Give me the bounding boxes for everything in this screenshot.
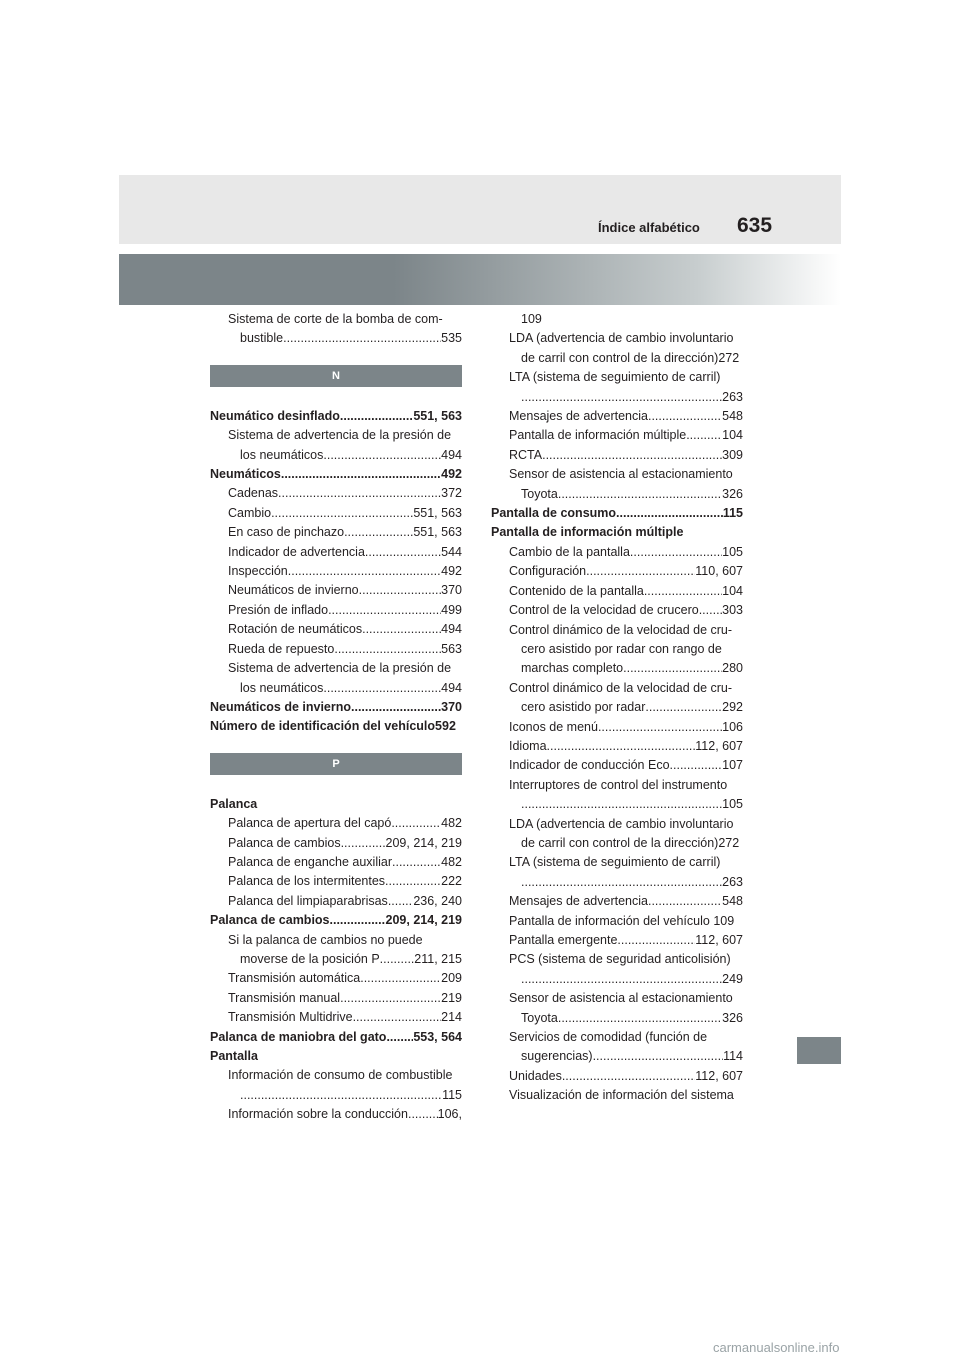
- index-sub-entry: [491, 892, 743, 911]
- entry-term: Idioma: [509, 738, 547, 753]
- index-sub-entry: [491, 776, 743, 795]
- index-sub-entry: [210, 1008, 462, 1027]
- entry-term: Unidades: [509, 1068, 562, 1083]
- entry-term: LTA (sistema de seguimiento de carril): [509, 370, 721, 385]
- index-sub-entry: [491, 737, 743, 756]
- page-number: 635: [737, 214, 773, 237]
- entry-term: Inspección: [228, 564, 288, 579]
- dot-leader: [598, 718, 722, 737]
- index-main-entry: [210, 911, 462, 930]
- page-reference: 492: [441, 564, 462, 579]
- index-entry-continuation: [491, 834, 743, 853]
- entry-term: Control de la velocidad de crucero: [509, 603, 699, 618]
- page-reference: 211, 215: [414, 951, 462, 966]
- page-reference: 544: [441, 544, 462, 559]
- page-reference: 553, 564: [413, 1029, 462, 1044]
- index-sub-entry: [491, 1028, 743, 1047]
- page-reference: 209, 214, 219: [385, 835, 462, 850]
- index-entry-continuation: [491, 659, 743, 678]
- entry-term: Información sobre la conducción: [228, 1107, 408, 1122]
- entry-term: Rueda de repuesto: [228, 641, 335, 656]
- index-sub-entry: [491, 601, 743, 620]
- index-entry-continuation: [491, 388, 743, 407]
- page-reference: 115: [442, 1087, 462, 1102]
- page-reference: 209: [441, 971, 462, 986]
- index-sub-entry: [491, 426, 743, 445]
- index-sub-entry: [491, 465, 743, 484]
- entry-term: Neumáticos: [210, 467, 281, 482]
- index-sub-entry: [491, 562, 743, 581]
- dot-leader: [340, 989, 441, 1008]
- entry-term: Transmisión Multidrive: [228, 1010, 353, 1025]
- dot-leader: [542, 446, 722, 465]
- entry-term: Iconos de menú: [509, 719, 598, 734]
- page-reference: 326: [722, 486, 743, 501]
- index-sub-entry: [210, 989, 462, 1008]
- entry-term: Mensajes de advertencia: [509, 894, 648, 909]
- dot-leader: [616, 504, 723, 523]
- dot-leader: [593, 1047, 723, 1066]
- dot-leader: [586, 562, 695, 581]
- dot-leader: [648, 407, 722, 426]
- page-reference: 219: [441, 990, 462, 1005]
- index-sub-entry: [491, 368, 743, 387]
- dot-leader: [359, 581, 442, 600]
- page-reference: 551, 563: [413, 525, 462, 540]
- entry-term: Rotación de neumáticos: [228, 622, 363, 637]
- index-entry-continuation: [210, 950, 462, 969]
- index-sub-entry: [491, 329, 743, 348]
- index-sub-entry: [210, 543, 462, 562]
- dot-leader: [645, 698, 722, 717]
- entry-term: Indicador de advertencia: [228, 544, 365, 559]
- dot-leader: [558, 1009, 722, 1028]
- index-sub-entry: [210, 562, 462, 581]
- entry-term: Palanca de apertura del capó: [228, 816, 392, 831]
- page-reference: 263: [722, 874, 743, 889]
- index-main-entry: [210, 1047, 462, 1066]
- index-sub-entry: [491, 582, 743, 601]
- page-reference: 107: [722, 758, 743, 773]
- index-entry-continuation: [491, 1009, 743, 1028]
- index-sub-entry: [491, 950, 743, 969]
- page-reference: 563: [441, 641, 462, 656]
- index-main-entry: [210, 795, 462, 814]
- entry-term: Cambio de la pantalla: [509, 544, 630, 559]
- entry-term: Neumáticos de invierno: [210, 699, 352, 714]
- page-reference: 214: [441, 1010, 462, 1025]
- index-sub-entry: [491, 853, 743, 872]
- page-reference: 535: [441, 331, 462, 346]
- page-reference: 249: [722, 971, 743, 986]
- entry-term: LDA (advertencia de cambio involuntario: [509, 816, 734, 831]
- entry-term: Cadenas: [228, 486, 279, 501]
- index-sub-entry: [491, 1086, 743, 1105]
- entry-term: Visualización de información del sistema: [509, 1088, 734, 1103]
- page-reference: 292: [722, 700, 743, 715]
- index-main-entry: [210, 698, 462, 717]
- entry-term: moverse de la posición P: [240, 951, 380, 966]
- index-sub-entry: [210, 892, 462, 911]
- index-sub-entry: [210, 601, 462, 620]
- page-reference: 106: [722, 719, 743, 734]
- dot-leader: [278, 484, 441, 503]
- entry-term: Palanca de maniobra del gato: [210, 1029, 387, 1044]
- index-sub-entry: [491, 815, 743, 834]
- entry-term: Palanca de cambios: [210, 913, 330, 928]
- page-reference: 115: [722, 506, 743, 521]
- entry-term: Pantalla emergente: [509, 933, 618, 947]
- thumb-index-tab: [797, 1037, 841, 1064]
- dot-leader: [281, 465, 441, 484]
- page-reference: 112, 607: [695, 933, 743, 947]
- dot-leader: [699, 601, 722, 620]
- page-reference: 222: [441, 874, 462, 889]
- entry-term: marchas completo: [521, 661, 624, 676]
- index-column-right: [491, 310, 743, 1106]
- page-reference: 551, 563: [413, 505, 462, 520]
- page-reference: 106,: [437, 1107, 462, 1122]
- page-reference: 372: [441, 486, 462, 501]
- page-reference: 548: [722, 409, 743, 424]
- page-reference: 494: [441, 680, 462, 695]
- page-reference: 309: [722, 447, 743, 462]
- dot-leader: [288, 562, 441, 581]
- index-sub-entry: [491, 446, 743, 465]
- dot-leader: [323, 446, 441, 465]
- entry-term: los neumáticos: [240, 447, 324, 462]
- section-header: N: [210, 365, 462, 387]
- entry-term: cero asistido por radar: [521, 700, 646, 715]
- index-sub-entry: [210, 426, 462, 445]
- dot-leader: [644, 582, 722, 601]
- index-sub-entry: [210, 814, 462, 833]
- entry-term: LDA (advertencia de cambio involuntario: [509, 331, 734, 346]
- entry-term: Palanca de cambios: [228, 835, 341, 850]
- index-main-entry: [491, 523, 743, 542]
- dot-leader: [392, 853, 441, 872]
- header-band: [119, 175, 841, 244]
- entry-term: Sistema de advertencia de la presión de: [228, 428, 452, 443]
- page-reference: 112, 607: [695, 738, 743, 753]
- index-entry-continuation: [491, 310, 743, 329]
- page-reference: 114: [723, 1049, 743, 1064]
- index-sub-entry: [210, 834, 462, 853]
- dot-leader: [617, 931, 695, 950]
- entry-term: Pantalla: [210, 1049, 258, 1063]
- page-reference: 263: [722, 389, 743, 404]
- dot-leader: [334, 640, 441, 659]
- dot-leader: [351, 698, 441, 717]
- dot-leader: [330, 911, 386, 930]
- index-sub-entry: [210, 581, 462, 600]
- entry-term: Sistema de corte de la bomba de com-: [228, 312, 443, 326]
- index-entry-continuation: [210, 329, 462, 348]
- entry-term: Transmisión automática: [228, 971, 361, 986]
- index-entry-continuation: [491, 640, 743, 659]
- dot-leader: [408, 1105, 438, 1124]
- page-reference: 105: [722, 797, 743, 812]
- page-reference: 499: [441, 602, 462, 617]
- entry-term: Pantalla de información múltiple: [509, 428, 687, 443]
- entry-term: Control dinámico de la velocidad de cru-: [509, 680, 733, 695]
- entry-term: Transmisión manual: [228, 990, 341, 1005]
- index-sub-entry: [210, 1066, 462, 1085]
- dot-leader: [353, 1008, 442, 1027]
- page-reference: 551, 563: [413, 408, 462, 423]
- page-reference: 492: [441, 467, 462, 482]
- index-column-left: [210, 310, 462, 1125]
- page-reference: 236, 240: [413, 893, 462, 908]
- index-sub-entry: [210, 484, 462, 503]
- entry-term: Indicador de conducción Eco: [509, 758, 670, 773]
- entry-term: cero asistido por radar con rango de: [521, 641, 722, 656]
- dot-leader: [630, 543, 722, 562]
- entry-term: Configuración: [509, 564, 587, 579]
- dot-leader: [648, 892, 722, 911]
- page-reference: 112, 607: [695, 1068, 743, 1083]
- page-reference: 109: [713, 913, 735, 928]
- entry-term: PCS (sistema de seguridad anticolisión): [509, 952, 731, 967]
- page-reference: 482: [441, 816, 462, 831]
- entry-term: En caso de pinchazo: [228, 525, 345, 540]
- entry-term: Pantalla de información del vehículo: [509, 913, 710, 928]
- entry-term: Presión de inflado: [228, 602, 329, 617]
- dot-leader: [365, 543, 441, 562]
- index-entry-continuation: [491, 1047, 743, 1066]
- index-entry-continuation: [210, 1086, 462, 1105]
- entry-term: Servicios de comodidad (función de: [509, 1030, 708, 1045]
- dot-leader: [391, 814, 441, 833]
- index-entry-continuation: [491, 698, 743, 717]
- dot-leader: [670, 756, 723, 775]
- header-gradient-bar: [119, 254, 841, 305]
- page-reference: 209, 214, 219: [385, 913, 462, 928]
- page-reference: 326: [722, 1010, 743, 1025]
- dot-leader: [362, 620, 441, 639]
- page-reference: 303: [722, 603, 743, 618]
- entry-term: Neumático desinflado: [210, 408, 340, 423]
- page-reference: 104: [722, 583, 743, 598]
- index-entry-continuation: [210, 679, 462, 698]
- index-sub-entry: [491, 718, 743, 737]
- entry-term: bustible: [240, 331, 284, 346]
- entry-term: Información de consumo de combustible: [228, 1068, 453, 1083]
- index-sub-entry: [491, 679, 743, 698]
- index-entry-continuation: [491, 795, 743, 814]
- index-main-entry: [491, 504, 743, 523]
- entry-term: Palanca: [210, 796, 258, 811]
- entry-term: Mensajes de advertencia: [509, 409, 648, 424]
- dot-leader: [344, 523, 413, 542]
- dot-leader: [380, 950, 415, 969]
- page-reference: 494: [441, 622, 462, 637]
- dot-leader: [386, 1028, 413, 1047]
- dot-leader: [385, 872, 441, 891]
- index-sub-entry: [210, 310, 462, 329]
- page-reference: 105: [722, 544, 743, 559]
- dot-leader: [341, 834, 386, 853]
- index-sub-entry: [210, 620, 462, 639]
- entry-term: de carril con control de la dirección): [521, 350, 719, 365]
- entry-term: de carril con control de la dirección): [521, 835, 719, 850]
- running-header-title: Índice alfabético: [598, 220, 700, 235]
- index-sub-entry: [491, 543, 743, 562]
- index-sub-entry: [491, 912, 743, 931]
- index-main-entry: [210, 407, 462, 426]
- entry-term: LTA (sistema de seguimiento de carril): [509, 855, 721, 870]
- entry-term: Cambio: [228, 505, 272, 520]
- index-main-entry: [210, 465, 462, 484]
- index-entry-continuation: [491, 349, 743, 368]
- index-sub-entry: [491, 621, 743, 640]
- index-main-entry: [210, 717, 462, 736]
- dot-leader: [562, 1067, 695, 1086]
- index-sub-entry: [491, 1067, 743, 1086]
- page-reference: 110, 607: [695, 564, 743, 579]
- page-reference: 280: [722, 661, 743, 676]
- entry-term: Pantalla de consumo: [491, 506, 617, 521]
- index-entry-continuation: [491, 873, 743, 892]
- section-header: P: [210, 753, 462, 775]
- page-reference: 104: [722, 428, 743, 443]
- page-reference: 272: [718, 835, 740, 850]
- dot-leader: [240, 1086, 442, 1105]
- dot-leader: [323, 679, 441, 698]
- index-sub-entry: [210, 853, 462, 872]
- dot-leader: [521, 795, 722, 814]
- index-entry-continuation: [491, 485, 743, 504]
- entry-term: sugerencias): [521, 1049, 593, 1064]
- entry-term: Pantalla de información múltiple: [491, 525, 684, 540]
- page-reference: 272: [718, 350, 740, 365]
- index-sub-entry: [210, 659, 462, 678]
- dot-leader: [388, 892, 414, 911]
- entry-term: los neumáticos: [240, 680, 324, 695]
- entry-term: Toyota: [521, 1010, 558, 1025]
- index-sub-entry: [210, 1105, 462, 1124]
- page-reference: 548: [722, 894, 743, 909]
- dot-leader: [340, 407, 413, 426]
- dot-leader: [558, 485, 722, 504]
- index-sub-entry: [210, 523, 462, 542]
- dot-leader: [623, 659, 722, 678]
- entry-term: Número de identificación del vehículo: [210, 719, 436, 734]
- index-sub-entry: [210, 504, 462, 523]
- dot-leader: [271, 504, 413, 523]
- page-reference: 370: [441, 699, 462, 714]
- entry-term: Control dinámico de la velocidad de cru-: [509, 622, 733, 637]
- dot-leader: [283, 329, 441, 348]
- dot-leader: [547, 737, 696, 756]
- entry-term: Si la palanca de cambios no puede: [228, 932, 423, 947]
- index-sub-entry: [491, 756, 743, 775]
- page-reference: 370: [441, 583, 462, 598]
- index-sub-entry: [210, 969, 462, 988]
- dot-leader: [360, 969, 441, 988]
- index-main-entry: [210, 1028, 462, 1047]
- entry-term: Sistema de advertencia de la presión de: [228, 661, 452, 676]
- entry-term: Sensor de asistencia al estacionamiento: [509, 467, 733, 482]
- index-sub-entry: [491, 989, 743, 1008]
- page-reference: 592: [435, 719, 456, 734]
- watermark-text: carmanualsonline.info: [713, 1340, 840, 1355]
- dot-leader: [328, 601, 441, 620]
- dot-leader: [686, 426, 722, 445]
- entry-term: Neumáticos de invierno: [228, 583, 359, 598]
- dot-leader: [521, 388, 722, 407]
- index-entry-continuation: [210, 446, 462, 465]
- index-sub-entry: [491, 407, 743, 426]
- page-reference: 482: [441, 854, 462, 869]
- entry-term: Interruptores de control del instrumento: [509, 777, 728, 792]
- entry-term: Sensor de asistencia al estacionamiento: [509, 991, 733, 1006]
- entry-term: Toyota: [521, 486, 558, 501]
- entry-term: RCTA: [509, 447, 543, 462]
- entry-term: Palanca de los intermitentes: [228, 874, 386, 889]
- entry-term: 109: [521, 312, 542, 326]
- entry-term: Contenido de la pantalla: [509, 583, 644, 598]
- dot-leader: [521, 970, 722, 989]
- index-entry-continuation: [491, 970, 743, 989]
- index-sub-entry: [210, 872, 462, 891]
- index-sub-entry: [491, 931, 743, 950]
- index-sub-entry: [210, 640, 462, 659]
- page-reference: 494: [441, 447, 462, 462]
- entry-term: Palanca de enganche auxiliar: [228, 854, 393, 869]
- entry-term: Palanca del limpiaparabrisas: [228, 893, 388, 908]
- dot-leader: [521, 873, 722, 892]
- index-sub-entry: [210, 931, 462, 950]
